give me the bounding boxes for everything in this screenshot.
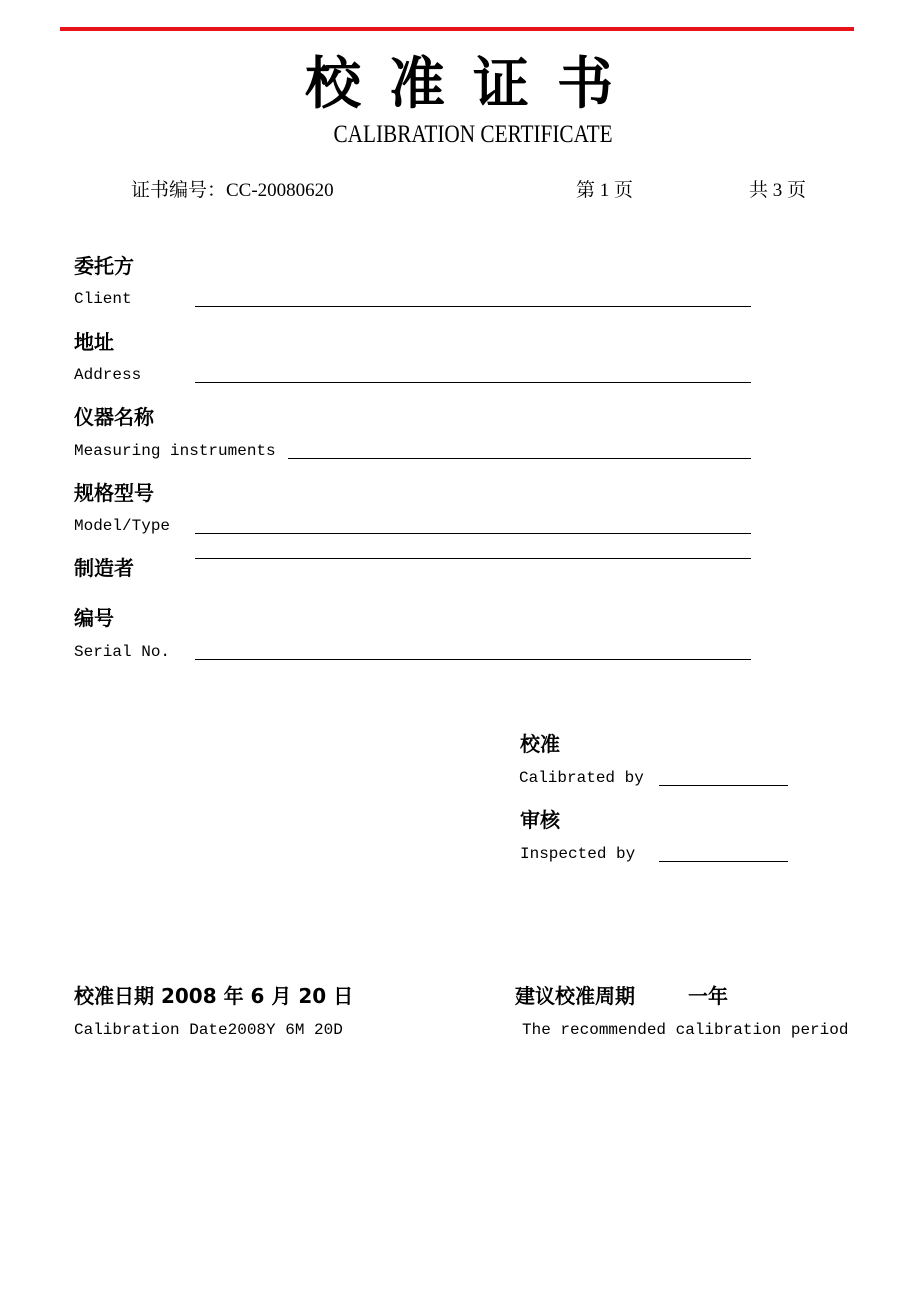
address-label-en: Address [74,366,142,384]
instrument-field-line [288,458,751,459]
calibrated-by-signature-line [659,785,788,786]
manufacturer-label-cn: 制造者 [74,556,134,580]
serial-field-line [195,659,751,660]
calibration-period-label-en: The recommended calibration period [522,1021,849,1039]
calibration-period-value: 一年 [688,984,728,1008]
inspected-by-signature-line [659,861,788,862]
inspected-by-label-cn: 审核 [520,808,560,832]
calibrated-by-label-en: Calibrated by [519,769,644,787]
calibrated-by-label-cn: 校准 [520,732,560,756]
address-field-line [195,382,751,383]
page-title: 校准证书 [305,51,641,117]
certificate-number: 证书编号：CC-20080620 [131,180,334,201]
page-subtitle: CALIBRATION CERTIFICATE [333,121,613,148]
manufacturer-field-line [195,558,751,559]
calibration-date-cn: 校准日期 2008 年 6 月 20 日 [74,984,354,1008]
calibration-period-label-cn: 建议校准周期 [515,984,635,1008]
address-label-cn: 地址 [74,330,114,354]
client-field-line [195,306,751,307]
page-number: 第 1 页 [576,180,634,201]
model-label-en: Model/Type [74,517,171,535]
instrument-label-en: Measuring instruments [74,442,276,460]
model-label-cn: 规格型号 [74,481,154,505]
client-label-cn: 委托方 [74,254,134,278]
client-label-en: Client [74,290,132,308]
page-total: 共 3 页 [749,180,807,201]
inspected-by-label-en: Inspected by [520,845,636,863]
serial-label-en: Serial No. [74,643,171,661]
serial-label-cn: 编号 [74,606,114,630]
instrument-label-cn: 仪器名称 [74,405,154,429]
model-field-line [195,533,751,534]
header-red-rule [60,27,854,31]
calibration-date-en: Calibration Date2008Y 6M 20D [74,1021,343,1039]
